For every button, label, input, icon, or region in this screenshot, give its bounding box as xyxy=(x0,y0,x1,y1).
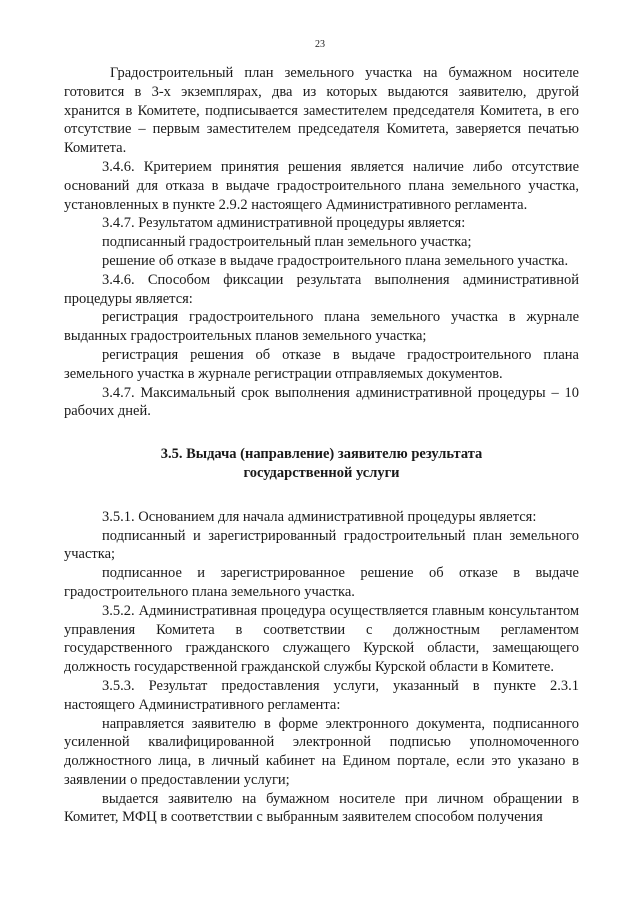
paragraph-result-paper: выдается заявителю на бумажном носителе при личном обращении в Комитет, МФЦ в соответствии с выбранным заявителем способом получения xyxy=(64,790,579,826)
section-heading-3-5 xyxy=(64,445,579,483)
paragraph-basis-signed-refusal: подписанное и зарегистрированное решение об отказе в выдаче градостроительного плана земельного участка. xyxy=(64,565,579,600)
section-heading-line-2: государственной услуги xyxy=(243,464,400,481)
paragraph-3-4-7-result: 3.4.7. Результатом административной процедуры является: xyxy=(102,215,466,232)
page-number: 23 xyxy=(315,39,325,50)
paragraph-3-4-6-fixation: 3.4.6. Способом фиксации результата выполнения административной процедуры является: xyxy=(64,271,579,307)
paragraph-3-4-6-criteria: 3.4.6. Критерием принятия решения является наличие либо отсутствие оснований для отказа в выдаче градостроительного плана земельного участка, установленных в пункте 2.9.2 настоящего Административного регламента. xyxy=(64,158,579,213)
paragraph-basis-signed-plan: подписанный и зарегистрированный градостроительный план земельного участка; xyxy=(64,527,579,563)
paragraph-fixation-plan-registration: регистрация градостроительного плана земельного участка в журнале выданных градостроительных планов земельного участка; xyxy=(64,309,579,345)
paragraph-fixation-refusal-registration: регистрация решения об отказе в выдаче градостроительного плана земельного участка в журнале регистрации отправляемых документов. xyxy=(64,346,579,382)
paragraph-3-4-7-max-term: 3.4.7. Максимальный срок выполнения административной процедуры – 10 рабочих дней. xyxy=(64,384,579,420)
paragraph-result-signed-plan: подписанный градостроительный план земельного участка; xyxy=(102,234,472,251)
section-heading-line-1: 3.5. Выдача (направление) заявителю результата xyxy=(160,446,483,463)
paragraph-gpzu-copies: Градостроительный план земельного участка на бумажном носителе готовится в 3-х экземплярах, два из которых выдаются заявителю, другой хранится в Комитете, подписывается заместителем председателя Комитета, в его отсутствие – первым заместителем председателя Комитета, заверяется печатью Комитета. xyxy=(64,65,579,157)
paragraph-result-refusal: решение об отказе в выдаче градостроительного плана земельного участка. xyxy=(102,252,569,269)
paragraph-3-5-1-basis: 3.5.1. Основанием для начала административной процедуры является: xyxy=(102,508,537,525)
document-body xyxy=(64,64,579,827)
paragraph-result-electronic: направляется заявителю в форме электронного документа, подписанного усиленной квалифицированной электронной подписью уполномоченного должностного лица, в личный кабинет на Едином портале, если это указано в заявлении о предоставлении услуги; xyxy=(64,715,579,788)
paragraph-3-5-2-procedure: 3.5.2. Административная процедура осуществляется главным консультантом управления Комитета в соответствии с должностным регламентом государственного гражданского служащего Курской области, замещающего должность государственной гражданской службы Курской области в Комитете. xyxy=(64,602,579,676)
paragraph-3-5-3-result: 3.5.3. Результат предоставления услуги, указанный в пункте 2.3.1 настоящего Административного регламента: xyxy=(64,677,579,713)
